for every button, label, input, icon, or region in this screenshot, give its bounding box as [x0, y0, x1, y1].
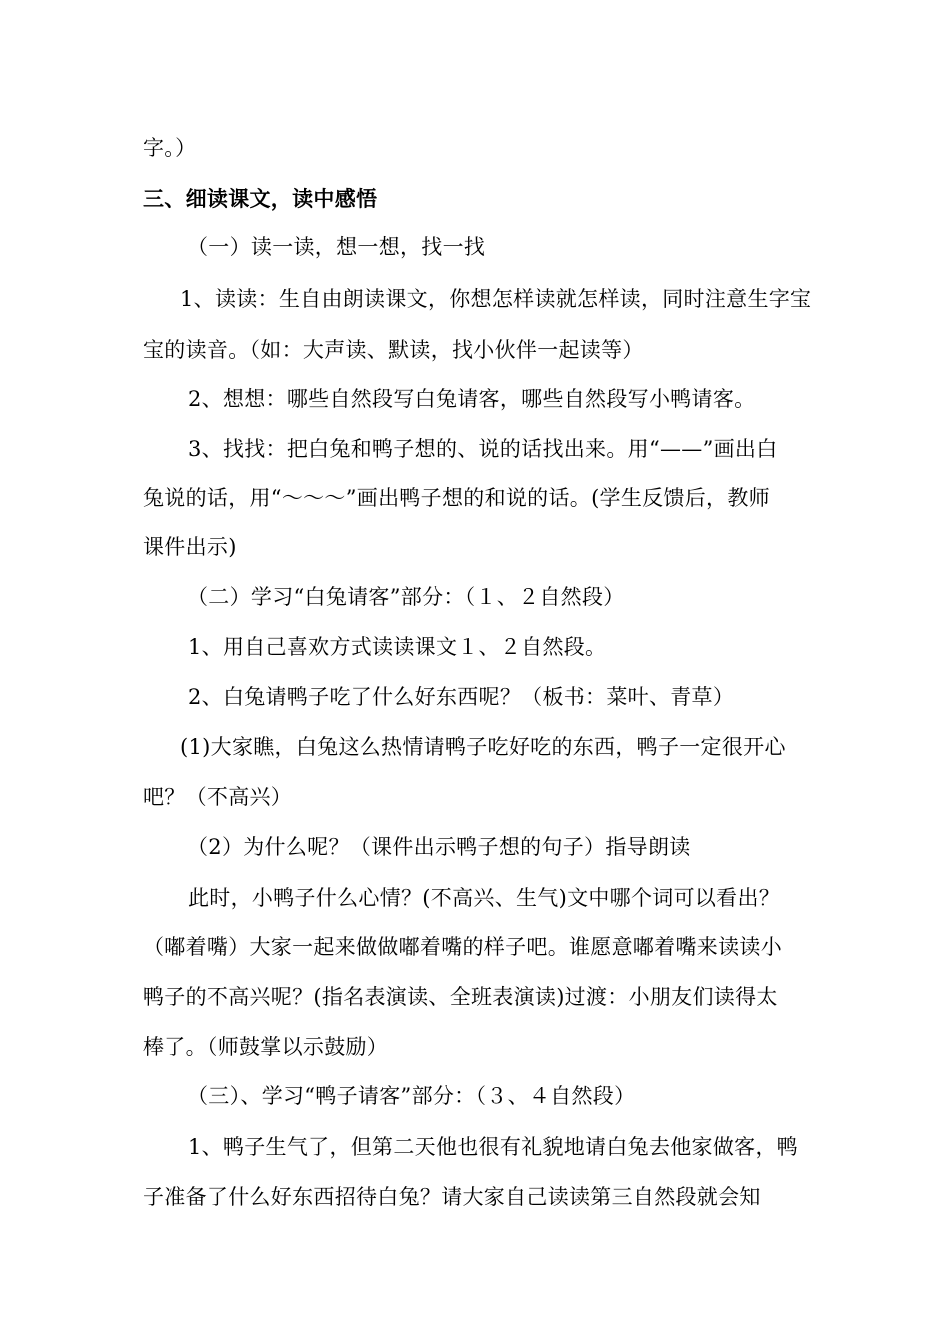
- paragraph-line: 子准备了什么好东西招待白兔？请大家自己读读第三自然段就会知: [143, 1185, 761, 1209]
- paragraph-line: 2、想想：哪些自然段写白兔请客，哪些自然段写小鸭请客。: [188, 387, 756, 411]
- paragraph-line: （2）为什么呢？（课件出示鸭子想的句子）指导朗读: [187, 835, 691, 859]
- paragraph-line: 3、找找：把白兔和鸭子想的、说的话找出来。用“——”画出白: [188, 437, 778, 461]
- paragraph-line: 1、用自己喜欢方式读读课文１、２自然段。: [188, 635, 607, 659]
- paragraph-line: 2、白兔请鸭子吃了什么好东西呢？（板书：菜叶、青草）: [188, 685, 735, 709]
- subsection-heading: （三）、学习“鸭子请客”部分：（３、４自然段）: [187, 1084, 636, 1108]
- paragraph-line: 此时，小鸭子什么心情？(不高兴、生气)文中哪个词可以看出？: [188, 886, 781, 910]
- section-heading: 三、细读课文，读中感悟: [143, 186, 378, 211]
- paragraph-line: 课件出示): [143, 535, 237, 559]
- paragraph-line: 1、鸭子生气了，但第二天他也很有礼貌地请白兔去他家做客，鸭: [188, 1135, 799, 1159]
- paragraph-line: 棒了。（师鼓掌以示鼓励）: [143, 1035, 389, 1059]
- subsection-heading: （一）读一读，想一想，找一找: [187, 235, 486, 259]
- paragraph-line: 宝的读音。（如：大声读、默读，找小伙伴一起读等）: [143, 338, 644, 362]
- paragraph-line: （嘟着嘴）大家一起来做做嘟着嘴的样子吧。谁愿意嘟着嘴来读读小: [143, 935, 782, 959]
- paragraph-line: 鸭子的不高兴呢？(指名表演读、全班表演读)过渡：小朋友们读得太: [143, 985, 778, 1009]
- paragraph-line: 兔说的话，用“～～～”画出鸭子想的和说的话。(学生反馈后，教师: [143, 486, 770, 510]
- paragraph-line: 吧？（不高兴）: [143, 785, 293, 809]
- paragraph-line: 字。）: [143, 136, 197, 160]
- paragraph-line: 1、读读：生自由朗读课文，你想怎样读就怎样读，同时注意生字宝: [180, 287, 812, 311]
- paragraph-line: (1)大家瞧，白兔这么热情请鸭子吃好吃的东西，鸭子一定很开心: [180, 735, 786, 759]
- subsection-heading: （二）学习“白兔请客”部分：（１、２自然段）: [187, 585, 625, 609]
